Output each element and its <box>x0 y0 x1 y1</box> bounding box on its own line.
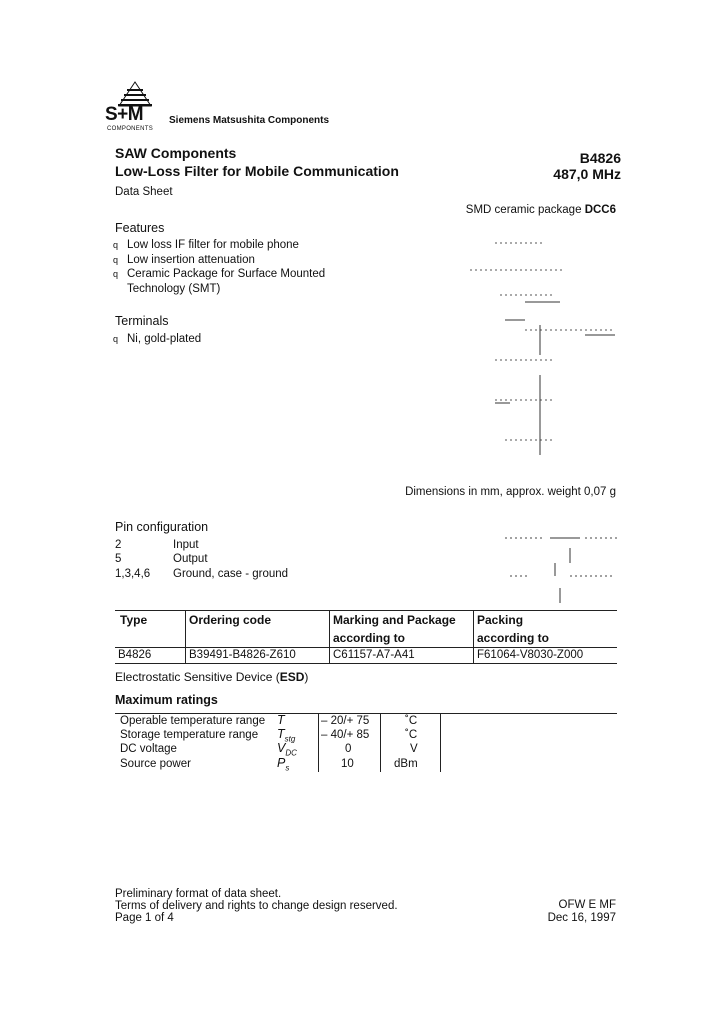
ratings-top-rule <box>115 713 617 714</box>
table-header-packing-2: according to <box>477 631 550 645</box>
bullet-icon: q <box>113 334 119 344</box>
ratings-col-divider <box>440 713 441 772</box>
logo-mark: S+M <box>105 104 144 125</box>
table-header-type: Type <box>120 613 148 627</box>
table-cell: F61064-V8030-Z000 <box>477 649 584 661</box>
dimensions-note: Dimensions in mm, approx. weight 0,07 g <box>405 486 616 498</box>
pin-number: 5 <box>115 553 122 565</box>
terminal-item: q Ni, gold-plated <box>113 333 202 345</box>
feature-item: Technology (SMT) <box>127 283 221 295</box>
table-col-divider <box>329 610 330 663</box>
doc-type: Data Sheet <box>115 186 173 198</box>
logo-sub: COMPONENTS <box>107 126 154 132</box>
rating-param: Source power <box>120 758 191 770</box>
rating-unit: ˚C <box>405 715 418 727</box>
table-top-rule <box>115 610 617 611</box>
table-cell: B39491-B4826-Z610 <box>189 649 296 661</box>
table-header-rule <box>115 647 617 648</box>
ratings-col-divider <box>380 713 381 772</box>
package-code: DCC6 <box>584 204 616 216</box>
bullet-icon: q <box>113 240 119 250</box>
part-number: B4826 <box>579 150 621 166</box>
rating-value: 0 <box>345 743 352 755</box>
ratings-col-divider <box>318 713 319 772</box>
table-col-divider <box>185 610 186 663</box>
package-label: SMD ceramic package DCC6 <box>465 204 616 216</box>
pin-function: Output <box>173 553 208 565</box>
table-col-divider <box>473 610 474 663</box>
footer-date: Dec 16, 1997 <box>547 912 616 924</box>
footer-line: Terms of delivery and rights to change design reserved. <box>115 900 398 912</box>
table-header-packing: Packing <box>477 613 524 627</box>
rating-symbol: $P_s$ <box>277 756 290 773</box>
feature-item: q Low insertion attenuation <box>113 254 255 266</box>
category-title: SAW Components <box>115 145 237 161</box>
footer-code: OFW E MF <box>558 899 616 911</box>
bullet-icon: q <box>113 255 119 265</box>
table-cell: B4826 <box>118 649 152 661</box>
rating-unit: dBm <box>394 758 418 770</box>
frequency: 487,0 MHz <box>553 166 621 182</box>
pin-diagram <box>500 528 625 608</box>
table-header-marking: Marking and Package <box>333 613 456 627</box>
table-header-marking-2: according to <box>333 631 406 645</box>
company-name: Siemens Matsushita Components <box>169 115 330 126</box>
rating-param: Storage temperature range <box>120 729 259 741</box>
footer-line: Preliminary format of data sheet. <box>115 888 282 900</box>
rating-value: 10 <box>341 758 354 770</box>
feature-item: q Low loss IF filter for mobile phone <box>113 239 299 251</box>
terminals-title: Terminals <box>115 314 169 328</box>
rating-unit: ˚C <box>405 729 418 741</box>
pin-config-title: Pin configuration <box>115 520 209 534</box>
rating-symbol: $T_{stg}$ <box>277 727 296 744</box>
features-title: Features <box>115 221 165 235</box>
pin-number: 2 <box>115 539 122 551</box>
package-drawing <box>465 225 625 460</box>
page-number: Page 1 of 4 <box>115 912 174 924</box>
rating-param: Operable temperature range <box>120 715 266 727</box>
max-ratings-title: Maximum ratings <box>115 693 218 707</box>
feature-item: q Ceramic Package for Surface Mounted <box>113 268 326 280</box>
rating-symbol: $V_{DC}$ <box>277 741 297 758</box>
bullet-icon: q <box>113 269 119 279</box>
table-cell: C61157-A7-A41 <box>333 649 415 661</box>
rating-unit: V <box>410 743 418 755</box>
table-bottom-rule <box>115 663 617 664</box>
logo <box>105 80 165 136</box>
esd-note: Electrostatic Sensitive Device (ESD) <box>115 670 309 684</box>
rating-value: – 20/+ 75 <box>321 715 370 727</box>
rating-param: DC voltage <box>120 743 177 755</box>
rating-value: – 40/+ 85 <box>321 729 370 741</box>
pin-function: Input <box>173 539 199 551</box>
rating-symbol: T <box>277 713 285 727</box>
pin-function: Ground, case - ground <box>173 568 289 580</box>
pin-number: 1,3,4,6 <box>115 568 151 580</box>
subtitle: Low-Loss Filter for Mobile Communication <box>115 163 399 179</box>
table-header-ordering: Ordering code <box>189 613 272 627</box>
